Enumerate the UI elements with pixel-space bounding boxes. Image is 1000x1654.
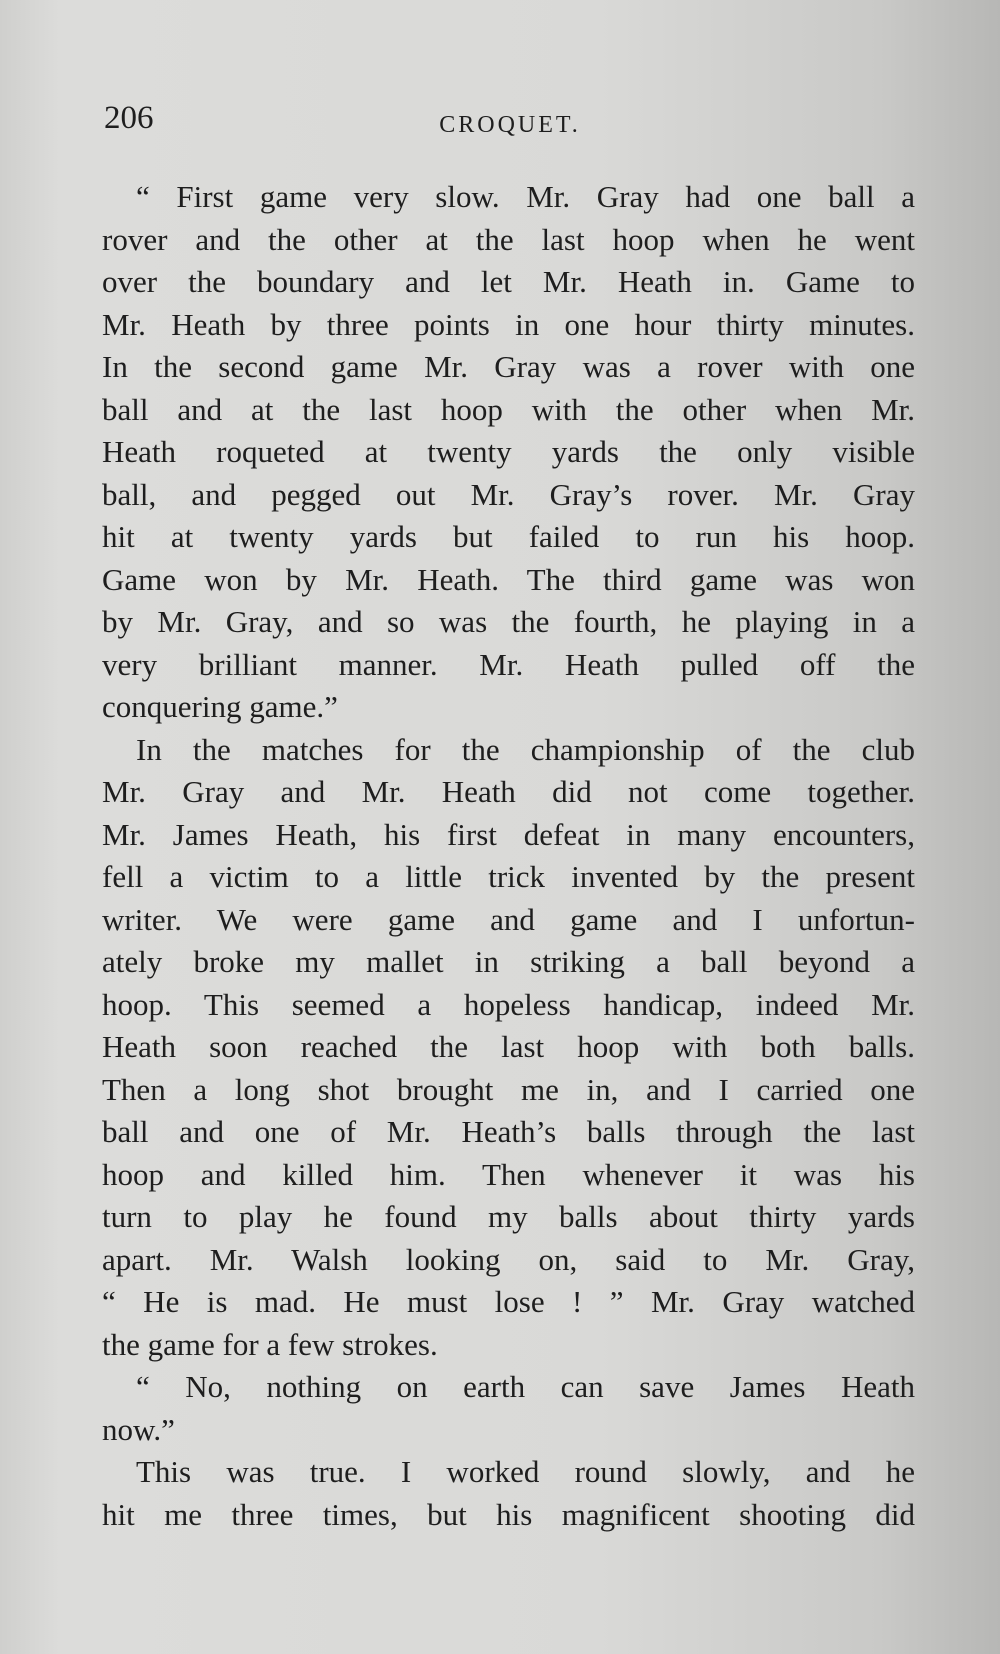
- text-line: hit at twenty yards but failed to run his hoop.: [102, 519, 915, 554]
- text-line: apart. Mr. Walsh looking on, said to Mr. Gray,: [102, 1241, 915, 1277]
- text-line: ball and one of Mr. Heath’s balls through the last: [102, 1114, 915, 1149]
- text-line: over the boundary and let Mr. Heath in. Game to: [102, 264, 915, 299]
- text-line: ately broke my mallet in striking a ball beyond a: [102, 944, 915, 979]
- text-line: Mr. Heath by three points in one hour thirty minutes.: [102, 306, 915, 342]
- text-line: Game won by Mr. Heath. The third game was won: [102, 561, 915, 597]
- text-line: very brilliant manner. Mr. Heath pulled off the: [102, 646, 915, 682]
- text-line: ball, and pegged out Mr. Gray’s rover. Mr. Gray: [102, 476, 915, 512]
- running-title: CROQUET.: [439, 112, 581, 138]
- page-header: [104, 100, 916, 144]
- text-line: hoop. This seemed a hopeless handicap, indeed Mr.: [102, 986, 915, 1022]
- text-line: ball and at the last hoop with the other when Mr.: [102, 391, 915, 427]
- text-line: by Mr. Gray, and so was the fourth, he playing in a: [102, 604, 915, 639]
- text-line: Heath roqueted at twenty yards the only visible: [102, 434, 915, 469]
- text-line: In the second game Mr. Gray was a rover with one: [102, 349, 915, 384]
- text-line: “ First game very slow. Mr. Gray had one ball a: [136, 179, 915, 214]
- page-number: 206: [104, 100, 154, 136]
- text-line: the game for a few strokes.: [102, 1326, 438, 1362]
- text-line: “ No, nothing on earth can save James Heath: [136, 1369, 915, 1404]
- text-line: fell a victim to a little trick invented by the present: [102, 859, 915, 894]
- text-line: “ He is mad. He must lose ! ” Mr. Gray watched: [102, 1284, 915, 1319]
- text-line: Mr. Gray and Mr. Heath did not come together.: [102, 774, 915, 809]
- text-line: In the matches for the championship of the club: [136, 731, 915, 767]
- text-line: Heath soon reached the last hoop with both balls.: [102, 1029, 915, 1064]
- body-text: [102, 176, 915, 1536]
- text-line: hit me three times, but his magnificent shooting did: [102, 1496, 915, 1532]
- text-line: This was true. I worked round slowly, and he: [136, 1454, 915, 1489]
- text-line: conquering game.”: [102, 689, 338, 724]
- text-line: Then a long shot brought me in, and I carried one: [102, 1071, 915, 1107]
- text-line: rover and the other at the last hoop when he went: [102, 221, 915, 257]
- text-line: writer. We were game and game and I unfortun-: [102, 901, 915, 937]
- text-line: now.”: [102, 1411, 175, 1447]
- text-line: turn to play he found my balls about thirty yards: [102, 1199, 915, 1234]
- text-line: Mr. James Heath, his first defeat in many encounters,: [102, 816, 915, 852]
- text-line: hoop and killed him. Then whenever it was his: [102, 1156, 915, 1192]
